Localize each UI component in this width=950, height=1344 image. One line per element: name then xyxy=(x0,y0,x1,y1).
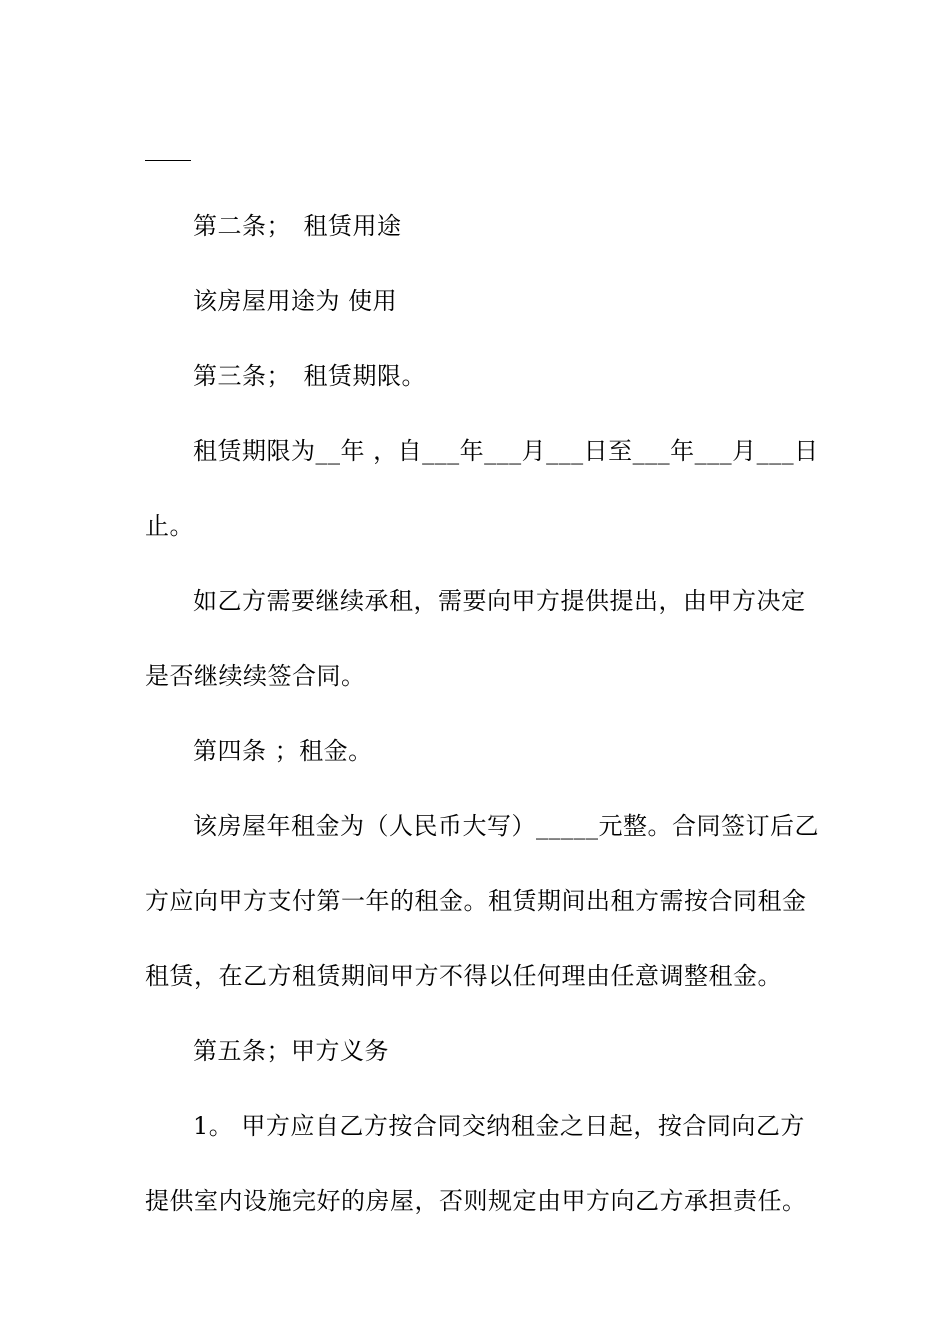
article-2-body: 该房屋用途为 使用 xyxy=(193,287,398,315)
article-3-body-line-2: 止。 xyxy=(145,512,194,540)
article-4-body-line-3: 租赁，在乙方租赁期间甲方不得以任何理由任意调整租金。 xyxy=(145,962,782,990)
article-2-heading: 第二条； 租赁用途 xyxy=(193,212,402,240)
article-3-body-line-1: 租赁期限为__年 ，自___年___月___日至___年___月___日 xyxy=(193,437,819,465)
article-3-heading: 第三条； 租赁期限。 xyxy=(193,362,426,390)
article-5-heading: 第五条；甲方义务 xyxy=(193,1037,389,1065)
blank-underline xyxy=(145,160,191,161)
article-3-renewal-line-2: 是否继续续签合同。 xyxy=(145,662,366,690)
article-4-heading: 第四条 ；租金。 xyxy=(193,737,373,765)
article-4-body-line-1: 该房屋年租金为（人民币大写）_____元整。合同签订后乙 xyxy=(193,812,819,840)
article-4-body-line-2: 方应向甲方支付第一年的租金。租赁期间出租方需按合同租金 xyxy=(145,887,807,915)
article-5-item-1-line-2: 提供室内设施完好的房屋，否则规定由甲方向乙方承担责任。 xyxy=(145,1187,807,1215)
article-5-item-1-line-1: 1。 甲方应自乙方按合同交纳租金之日起，按合同向乙方 xyxy=(193,1112,805,1140)
article-3-renewal-line-1: 如乙方需要继续承租，需要向甲方提供提出，由甲方决定 xyxy=(193,587,806,615)
